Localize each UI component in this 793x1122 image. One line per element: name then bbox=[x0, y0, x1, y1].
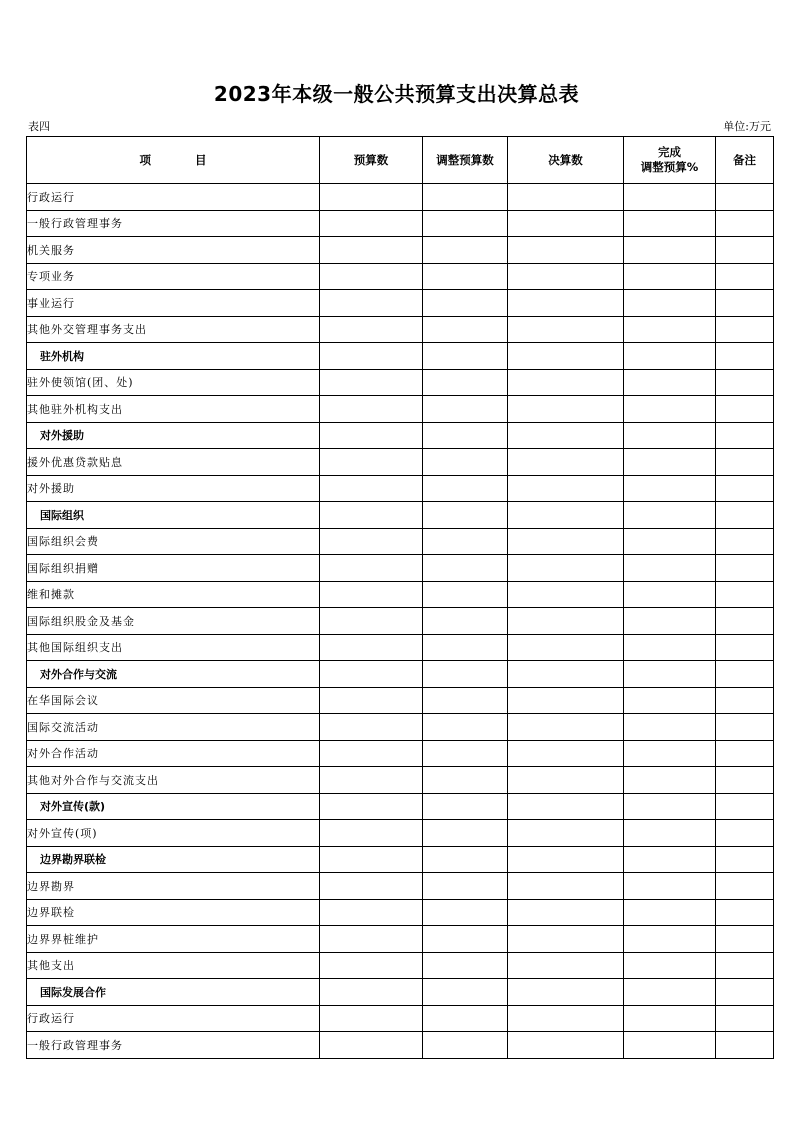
row-label: 援外优惠贷款贴息 bbox=[27, 449, 320, 476]
completion-rate-cell bbox=[624, 846, 716, 873]
header-final-accounts: 决算数 bbox=[508, 137, 624, 184]
adjusted-budget-cell bbox=[423, 608, 508, 635]
category-row bbox=[27, 343, 774, 370]
adjusted-budget-cell bbox=[423, 475, 508, 502]
final-accounts-cell bbox=[508, 263, 624, 290]
category-row bbox=[27, 422, 774, 449]
row-label: 其他对外合作与交流支出 bbox=[27, 767, 320, 794]
final-accounts-cell bbox=[508, 820, 624, 847]
row-label: 驻外使领馆(团、处) bbox=[27, 369, 320, 396]
item-row bbox=[27, 528, 774, 555]
note-cell bbox=[716, 952, 774, 979]
category-row bbox=[27, 979, 774, 1006]
item-row bbox=[27, 396, 774, 423]
row-label: 国际交流活动 bbox=[27, 714, 320, 741]
adjusted-budget-cell bbox=[423, 661, 508, 688]
adjusted-budget-cell bbox=[423, 502, 508, 529]
item-row bbox=[27, 740, 774, 767]
final-accounts-cell bbox=[508, 475, 624, 502]
budget-cell bbox=[320, 502, 423, 529]
row-label: 行政运行 bbox=[27, 1005, 320, 1032]
row-label: 机关服务 bbox=[27, 237, 320, 264]
note-cell bbox=[716, 343, 774, 370]
adjusted-budget-cell bbox=[423, 740, 508, 767]
final-accounts-cell bbox=[508, 661, 624, 688]
final-accounts-cell bbox=[508, 555, 624, 582]
item-row bbox=[27, 820, 774, 847]
note-cell bbox=[716, 687, 774, 714]
adjusted-budget-cell bbox=[423, 555, 508, 582]
final-accounts-cell bbox=[508, 343, 624, 370]
item-row bbox=[27, 687, 774, 714]
note-cell bbox=[716, 422, 774, 449]
note-cell bbox=[716, 555, 774, 582]
adjusted-budget-cell bbox=[423, 184, 508, 211]
completion-rate-cell bbox=[624, 316, 716, 343]
final-accounts-cell bbox=[508, 979, 624, 1006]
completion-rate-cell bbox=[624, 555, 716, 582]
item-row bbox=[27, 184, 774, 211]
row-label: 一般行政管理事务 bbox=[27, 1032, 320, 1059]
header-item-b: 目 bbox=[195, 152, 207, 167]
completion-rate-cell bbox=[624, 661, 716, 688]
adjusted-budget-cell bbox=[423, 846, 508, 873]
row-label: 边界勘界联检 bbox=[27, 846, 320, 873]
budget-cell bbox=[320, 528, 423, 555]
row-label: 边界界桩维护 bbox=[27, 926, 320, 953]
note-cell bbox=[716, 1005, 774, 1032]
note-cell bbox=[716, 793, 774, 820]
budget-cell bbox=[320, 449, 423, 476]
note-cell bbox=[716, 263, 774, 290]
budget-cell bbox=[320, 237, 423, 264]
note-cell bbox=[716, 290, 774, 317]
budget-cell bbox=[320, 343, 423, 370]
adjusted-budget-cell bbox=[423, 396, 508, 423]
budget-cell bbox=[320, 714, 423, 741]
completion-rate-cell bbox=[624, 634, 716, 661]
row-label: 维和摊款 bbox=[27, 581, 320, 608]
adjusted-budget-cell bbox=[423, 687, 508, 714]
header-completion-rate bbox=[624, 137, 716, 184]
budget-cell bbox=[320, 290, 423, 317]
item-row bbox=[27, 714, 774, 741]
adjusted-budget-cell bbox=[423, 237, 508, 264]
budget-cell bbox=[320, 1005, 423, 1032]
completion-rate-cell bbox=[624, 475, 716, 502]
item-row bbox=[27, 1032, 774, 1059]
budget-cell bbox=[320, 263, 423, 290]
category-row bbox=[27, 502, 774, 529]
row-label: 对外援助 bbox=[27, 422, 320, 449]
table-body bbox=[27, 184, 774, 1059]
header-item-a: 项 bbox=[139, 152, 151, 167]
note-cell bbox=[716, 475, 774, 502]
completion-rate-cell bbox=[624, 899, 716, 926]
completion-rate-cell bbox=[624, 369, 716, 396]
budget-cell bbox=[320, 820, 423, 847]
header-adjusted-budget: 调整预算数 bbox=[423, 137, 508, 184]
note-cell bbox=[716, 369, 774, 396]
final-accounts-cell bbox=[508, 449, 624, 476]
note-cell bbox=[716, 396, 774, 423]
item-row bbox=[27, 952, 774, 979]
adjusted-budget-cell bbox=[423, 634, 508, 661]
note-cell bbox=[716, 926, 774, 953]
note-cell bbox=[716, 316, 774, 343]
adjusted-budget-cell bbox=[423, 263, 508, 290]
completion-rate-cell bbox=[624, 237, 716, 264]
note-cell bbox=[716, 449, 774, 476]
final-accounts-cell bbox=[508, 767, 624, 794]
note-cell bbox=[716, 979, 774, 1006]
completion-rate-cell bbox=[624, 714, 716, 741]
budget-cell bbox=[320, 952, 423, 979]
note-cell bbox=[716, 714, 774, 741]
budget-cell bbox=[320, 634, 423, 661]
adjusted-budget-cell bbox=[423, 793, 508, 820]
budget-cell bbox=[320, 475, 423, 502]
row-label: 对外合作与交流 bbox=[27, 661, 320, 688]
final-accounts-cell bbox=[508, 1032, 624, 1059]
budget-cell bbox=[320, 316, 423, 343]
item-row bbox=[27, 237, 774, 264]
page-title: 2023年本级一般公共预算支出决算总表 bbox=[213, 82, 580, 106]
row-label: 其他支出 bbox=[27, 952, 320, 979]
row-label: 在华国际会议 bbox=[27, 687, 320, 714]
adjusted-budget-cell bbox=[423, 952, 508, 979]
completion-rate-cell bbox=[624, 740, 716, 767]
row-label: 边界联检 bbox=[27, 899, 320, 926]
row-label: 对外援助 bbox=[27, 475, 320, 502]
item-row bbox=[27, 290, 774, 317]
item-row bbox=[27, 475, 774, 502]
completion-rate-cell bbox=[624, 820, 716, 847]
budget-cell bbox=[320, 926, 423, 953]
final-accounts-cell bbox=[508, 793, 624, 820]
row-label: 一般行政管理事务 bbox=[27, 210, 320, 237]
final-accounts-cell bbox=[508, 846, 624, 873]
adjusted-budget-cell bbox=[423, 1005, 508, 1032]
final-accounts-cell bbox=[508, 581, 624, 608]
adjusted-budget-cell bbox=[423, 899, 508, 926]
row-label: 事业运行 bbox=[27, 290, 320, 317]
adjusted-budget-cell bbox=[423, 290, 508, 317]
completion-rate-cell bbox=[624, 343, 716, 370]
adjusted-budget-cell bbox=[423, 767, 508, 794]
item-row bbox=[27, 899, 774, 926]
row-label: 对外合作活动 bbox=[27, 740, 320, 767]
completion-rate-cell bbox=[624, 184, 716, 211]
final-accounts-cell bbox=[508, 714, 624, 741]
row-label: 国际发展合作 bbox=[27, 979, 320, 1006]
table-number: 表四 bbox=[28, 120, 50, 133]
final-accounts-cell bbox=[508, 608, 624, 635]
item-row bbox=[27, 926, 774, 953]
item-row bbox=[27, 581, 774, 608]
row-label: 对外宣传(款) bbox=[27, 793, 320, 820]
final-accounts-cell bbox=[508, 687, 624, 714]
adjusted-budget-cell bbox=[423, 343, 508, 370]
row-label: 其他国际组织支出 bbox=[27, 634, 320, 661]
completion-rate-cell bbox=[624, 793, 716, 820]
budget-cell bbox=[320, 767, 423, 794]
final-accounts-cell bbox=[508, 952, 624, 979]
item-row bbox=[27, 634, 774, 661]
row-label: 国际组织会费 bbox=[27, 528, 320, 555]
adjusted-budget-cell bbox=[423, 210, 508, 237]
note-cell bbox=[716, 661, 774, 688]
note-cell bbox=[716, 608, 774, 635]
row-label: 对外宣传(项) bbox=[27, 820, 320, 847]
final-accounts-cell bbox=[508, 1005, 624, 1032]
completion-rate-cell bbox=[624, 502, 716, 529]
final-accounts-cell bbox=[508, 528, 624, 555]
item-row bbox=[27, 316, 774, 343]
adjusted-budget-cell bbox=[423, 873, 508, 900]
completion-rate-cell bbox=[624, 581, 716, 608]
note-cell bbox=[716, 184, 774, 211]
completion-rate-cell bbox=[624, 873, 716, 900]
note-cell bbox=[716, 502, 774, 529]
row-label: 行政运行 bbox=[27, 184, 320, 211]
final-accounts-cell bbox=[508, 899, 624, 926]
item-row bbox=[27, 263, 774, 290]
note-cell bbox=[716, 846, 774, 873]
adjusted-budget-cell bbox=[423, 422, 508, 449]
budget-cell bbox=[320, 581, 423, 608]
adjusted-budget-cell bbox=[423, 979, 508, 1006]
header-completion-line2: 调整预算% bbox=[640, 160, 699, 174]
note-cell bbox=[716, 581, 774, 608]
final-accounts-cell bbox=[508, 316, 624, 343]
adjusted-budget-cell bbox=[423, 581, 508, 608]
note-cell bbox=[716, 899, 774, 926]
note-cell bbox=[716, 634, 774, 661]
row-label: 国际组织 bbox=[27, 502, 320, 529]
completion-rate-cell bbox=[624, 449, 716, 476]
final-accounts-cell bbox=[508, 396, 624, 423]
budget-cell bbox=[320, 369, 423, 396]
note-cell bbox=[716, 210, 774, 237]
note-cell bbox=[716, 820, 774, 847]
item-row bbox=[27, 767, 774, 794]
final-accounts-cell bbox=[508, 184, 624, 211]
final-accounts-cell bbox=[508, 237, 624, 264]
row-label: 其他外交管理事务支出 bbox=[27, 316, 320, 343]
budget-cell bbox=[320, 740, 423, 767]
expenditure-table bbox=[26, 136, 774, 1059]
item-row bbox=[27, 555, 774, 582]
budget-cell bbox=[320, 687, 423, 714]
final-accounts-cell bbox=[508, 369, 624, 396]
row-label: 边界勘界 bbox=[27, 873, 320, 900]
final-accounts-cell bbox=[508, 926, 624, 953]
budget-cell bbox=[320, 555, 423, 582]
completion-rate-cell bbox=[624, 1032, 716, 1059]
category-row bbox=[27, 661, 774, 688]
note-cell bbox=[716, 237, 774, 264]
budget-cell bbox=[320, 608, 423, 635]
header-row bbox=[27, 137, 774, 184]
note-cell bbox=[716, 1032, 774, 1059]
completion-rate-cell bbox=[624, 952, 716, 979]
final-accounts-cell bbox=[508, 422, 624, 449]
completion-rate-cell bbox=[624, 396, 716, 423]
budget-cell bbox=[320, 846, 423, 873]
row-label: 国际组织股金及基金 bbox=[27, 608, 320, 635]
category-row bbox=[27, 846, 774, 873]
budget-cell bbox=[320, 661, 423, 688]
completion-rate-cell bbox=[624, 926, 716, 953]
item-row bbox=[27, 369, 774, 396]
note-cell bbox=[716, 767, 774, 794]
note-cell bbox=[716, 528, 774, 555]
adjusted-budget-cell bbox=[423, 316, 508, 343]
final-accounts-cell bbox=[508, 502, 624, 529]
budget-cell bbox=[320, 793, 423, 820]
adjusted-budget-cell bbox=[423, 926, 508, 953]
note-cell bbox=[716, 740, 774, 767]
adjusted-budget-cell bbox=[423, 449, 508, 476]
completion-rate-cell bbox=[624, 422, 716, 449]
budget-cell bbox=[320, 184, 423, 211]
completion-rate-cell bbox=[624, 290, 716, 317]
header-completion-line1: 完成 bbox=[658, 145, 681, 159]
final-accounts-cell bbox=[508, 740, 624, 767]
adjusted-budget-cell bbox=[423, 820, 508, 847]
completion-rate-cell bbox=[624, 608, 716, 635]
completion-rate-cell bbox=[624, 767, 716, 794]
budget-cell bbox=[320, 210, 423, 237]
adjusted-budget-cell bbox=[423, 714, 508, 741]
completion-rate-cell bbox=[624, 210, 716, 237]
row-label: 国际组织捐赠 bbox=[27, 555, 320, 582]
adjusted-budget-cell bbox=[423, 528, 508, 555]
budget-cell bbox=[320, 899, 423, 926]
unit-label: 单位:万元 bbox=[723, 120, 771, 133]
final-accounts-cell bbox=[508, 634, 624, 661]
category-row bbox=[27, 793, 774, 820]
adjusted-budget-cell bbox=[423, 369, 508, 396]
item-row bbox=[27, 210, 774, 237]
header-budget: 预算数 bbox=[320, 137, 423, 184]
item-row bbox=[27, 608, 774, 635]
item-row bbox=[27, 873, 774, 900]
row-label: 其他驻外机构支出 bbox=[27, 396, 320, 423]
row-label: 驻外机构 bbox=[27, 343, 320, 370]
header-item bbox=[27, 137, 320, 184]
budget-cell bbox=[320, 396, 423, 423]
header-note: 备注 bbox=[716, 137, 774, 184]
budget-cell bbox=[320, 422, 423, 449]
note-cell bbox=[716, 873, 774, 900]
adjusted-budget-cell bbox=[423, 1032, 508, 1059]
final-accounts-cell bbox=[508, 210, 624, 237]
budget-cell bbox=[320, 873, 423, 900]
completion-rate-cell bbox=[624, 979, 716, 1006]
budget-cell bbox=[320, 1032, 423, 1059]
completion-rate-cell bbox=[624, 528, 716, 555]
item-row bbox=[27, 449, 774, 476]
completion-rate-cell bbox=[624, 263, 716, 290]
row-label: 专项业务 bbox=[27, 263, 320, 290]
completion-rate-cell bbox=[624, 1005, 716, 1032]
budget-cell bbox=[320, 979, 423, 1006]
final-accounts-cell bbox=[508, 873, 624, 900]
completion-rate-cell bbox=[624, 687, 716, 714]
item-row bbox=[27, 1005, 774, 1032]
final-accounts-cell bbox=[508, 290, 624, 317]
